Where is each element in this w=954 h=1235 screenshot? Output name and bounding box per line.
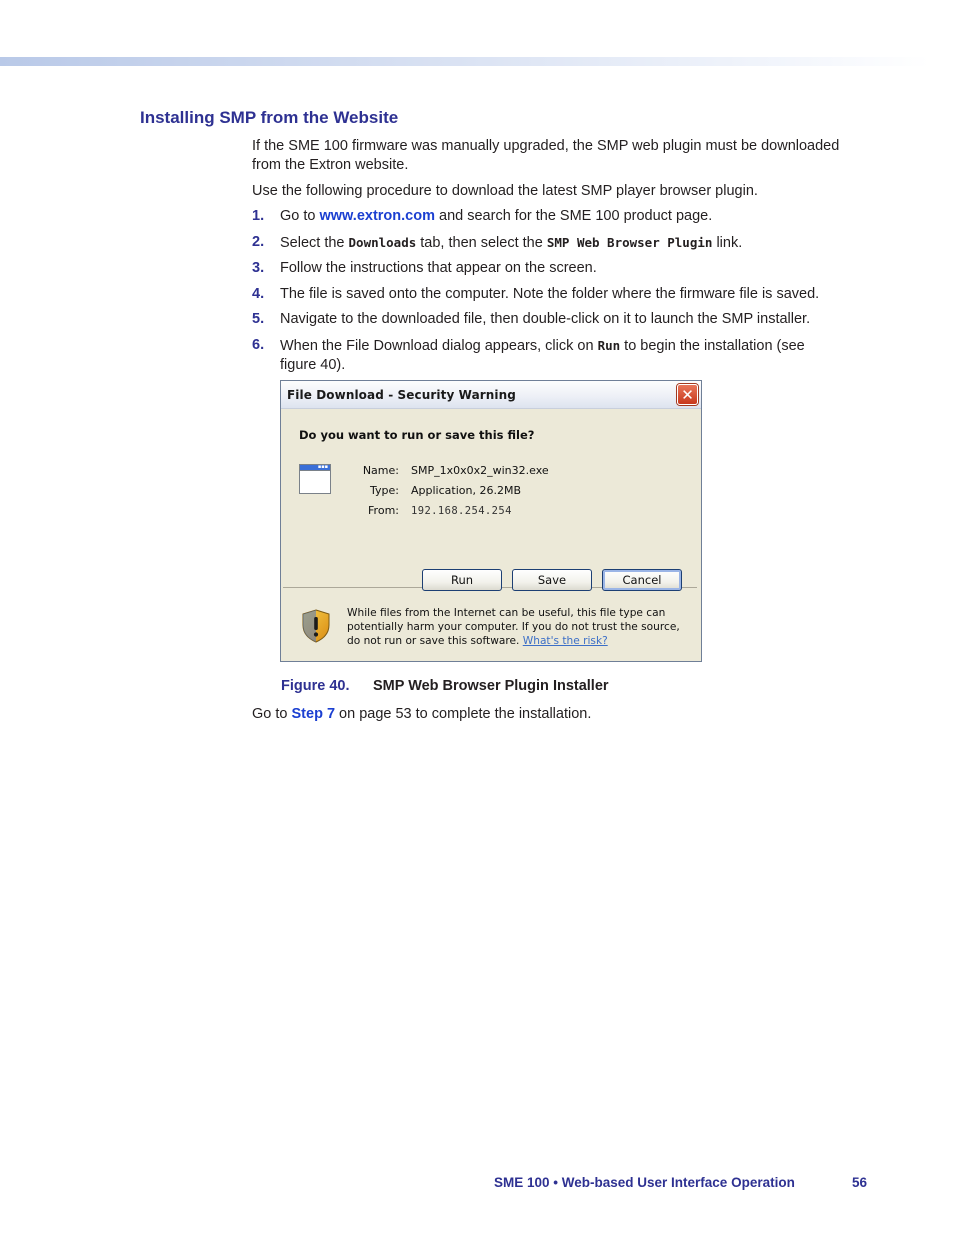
- figure-number: Figure 40.: [281, 678, 350, 694]
- close-icon[interactable]: ✕: [677, 384, 698, 405]
- section-title: Installing SMP from the Website: [140, 108, 399, 127]
- name-label: Name:: [362, 464, 399, 477]
- type-value: Application, 26.2MB: [411, 484, 521, 497]
- footer-title: SME 100 • Web-based User Interface Operation: [494, 1175, 795, 1190]
- step-number: 6.: [252, 337, 265, 353]
- step-number: 2.: [252, 234, 265, 250]
- whats-the-risk-link[interactable]: What's the risk?: [522, 635, 608, 647]
- from-label: From:: [368, 504, 399, 517]
- file-download-dialog: [280, 380, 702, 662]
- run-button[interactable]: Run: [422, 569, 502, 591]
- intro-paragraph-2: Use the following procedure to download the latest SMP player browser plugin.: [252, 183, 758, 199]
- type-label: Type:: [370, 484, 399, 497]
- figure-caption: [281, 678, 609, 694]
- step-number: 1.: [252, 208, 265, 224]
- from-value: 192.168.254.254: [411, 505, 512, 517]
- page-number: 56: [852, 1175, 868, 1190]
- step-number: 3.: [252, 260, 265, 276]
- run-button-ref: Run: [597, 338, 621, 353]
- dialog-title: File Download - Security Warning: [287, 388, 516, 402]
- plugin-link-ref: SMP Web Browser Plugin: [546, 235, 713, 250]
- step-number: 4.: [252, 286, 265, 302]
- name-value: SMP_1x0x0x2_win32.exe: [411, 464, 549, 477]
- goto-paragraph: Go to Step 7 on page 53 to complete the installation.: [252, 706, 592, 722]
- intro-paragraph-1: If the SME 100 firmware was manually upgraded, the SMP web plugin must be downloaded from the Extron website.: [252, 138, 840, 173]
- extron-website-link[interactable]: www.extron.com: [319, 208, 435, 224]
- application-window-icon: ▪▪▪: [299, 464, 331, 494]
- dialog-file-info: [283, 411, 697, 588]
- save-button[interactable]: Save: [512, 569, 592, 591]
- dialog-titlebar[interactable]: [281, 381, 701, 409]
- step-number: 5.: [252, 311, 265, 327]
- step-7-link[interactable]: Step 7: [291, 706, 336, 722]
- header-gradient-bar: [0, 57, 930, 66]
- dialog-question: Do you want to run or save this file?: [299, 428, 535, 442]
- cancel-button[interactable]: Cancel: [602, 569, 682, 591]
- downloads-tab-ref: Downloads: [348, 235, 417, 250]
- figure-title: SMP Web Browser Plugin Installer: [373, 678, 609, 694]
- shield-warning-icon: [301, 609, 331, 643]
- security-warning-text: While files from the Internet can be useful, this file type can potentially harm your computer. If you do not trust the source, do not run or save this software. What's the risk?: [347, 607, 680, 647]
- dialog-warning-area: [283, 589, 697, 661]
